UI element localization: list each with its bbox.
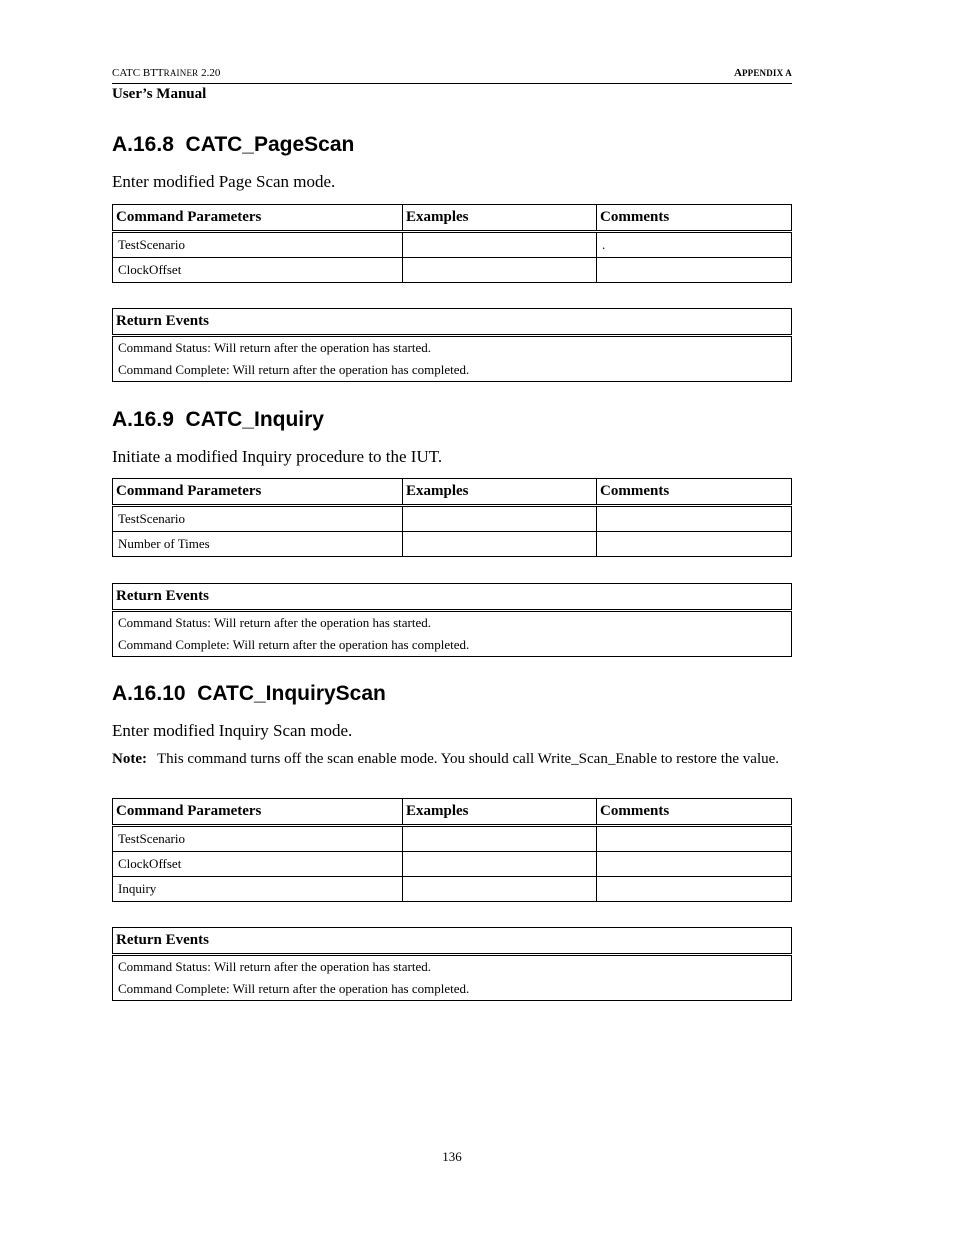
section-intro-inquiryscan: Enter modified Inquiry Scan mode. <box>112 721 353 740</box>
col-header-return-events: Return Events <box>113 309 792 336</box>
params-table-pagescan <box>112 204 792 283</box>
table-row <box>113 877 792 902</box>
note-label: Note: <box>112 751 147 767</box>
col-header-comments: Comments <box>597 799 792 826</box>
note-text: This command turns off the scan enable mode. You should call Write_Scan_Enable to restore the value. <box>157 751 780 767</box>
col-header-parameters: Command Parameters <box>113 799 403 826</box>
col-header-comments: Comments <box>597 479 792 506</box>
section-heading-inquiry: A.16.9 CATC_Inquiry <box>112 408 324 431</box>
table-row <box>113 336 792 360</box>
col-header-comments: Comments <box>597 205 792 232</box>
param-comment <box>597 826 792 852</box>
param-example <box>403 506 597 532</box>
col-header-return-events: Return Events <box>113 584 792 611</box>
params-table-inquiry <box>112 478 792 557</box>
param-example <box>403 532 597 557</box>
param-example <box>403 258 597 283</box>
table-row <box>113 359 792 382</box>
events-table-inquiryscan <box>112 927 792 1001</box>
param-name: ClockOffset <box>113 852 403 877</box>
table-header-row <box>113 928 792 955</box>
header-product-prefix: CATC BTT <box>112 67 164 79</box>
table-row <box>113 852 792 877</box>
param-name: TestScenario <box>113 506 403 532</box>
param-name: ClockOffset <box>113 258 403 283</box>
table-header-row <box>113 584 792 611</box>
header-appendix-initial: A <box>733 67 742 79</box>
params-table-inquiryscan <box>112 798 792 902</box>
section-intro-pagescan: Enter modified Page Scan mode. <box>112 172 336 191</box>
table-header-row <box>113 205 792 232</box>
param-name: TestScenario <box>113 826 403 852</box>
param-example <box>403 877 597 902</box>
events-table-pagescan <box>112 308 792 382</box>
table-row <box>113 532 792 557</box>
col-header-examples: Examples <box>403 799 597 826</box>
table-row <box>113 826 792 852</box>
header-product-version: 2.20 <box>198 67 221 79</box>
return-event: Command Complete: Will return after the operation has completed. <box>113 359 792 382</box>
param-name: Inquiry <box>113 877 403 902</box>
table-row <box>113 232 792 258</box>
table-row <box>113 258 792 283</box>
col-header-parameters: Command Parameters <box>113 479 403 506</box>
header-product-smallcaps: RAINER <box>163 68 199 78</box>
param-example <box>403 826 597 852</box>
table-row <box>113 506 792 532</box>
section-heading-inquiryscan: A.16.10 CATC_InquiryScan <box>112 682 386 705</box>
col-header-examples: Examples <box>403 479 597 506</box>
return-event: Command Status: Will return after the operation has started. <box>113 611 792 635</box>
return-event: Command Status: Will return after the operation has started. <box>113 955 792 979</box>
return-event: Command Complete: Will return after the operation has completed. <box>113 978 792 1001</box>
table-header-row <box>113 309 792 336</box>
table-header-row <box>113 479 792 506</box>
param-comment <box>597 877 792 902</box>
param-comment <box>597 258 792 283</box>
param-example <box>403 852 597 877</box>
events-table-inquiry <box>112 583 792 657</box>
param-comment <box>597 852 792 877</box>
page-number: 136 <box>442 1149 462 1164</box>
param-name: Number of Times <box>113 532 403 557</box>
table-row <box>113 611 792 635</box>
col-header-examples: Examples <box>403 205 597 232</box>
param-example <box>403 232 597 258</box>
table-row <box>113 978 792 1001</box>
running-header <box>112 66 792 84</box>
col-header-parameters: Command Parameters <box>113 205 403 232</box>
col-header-return-events: Return Events <box>113 928 792 955</box>
section-intro-inquiry: Initiate a modified Inquiry procedure to the IUT. <box>112 447 443 466</box>
header-appendix-rest: PPENDIX A <box>741 68 792 78</box>
table-row <box>113 955 792 979</box>
param-comment <box>597 506 792 532</box>
header-subtitle: User’s Manual <box>112 86 207 102</box>
header-appendix <box>734 67 792 79</box>
param-comment: . <box>597 232 792 258</box>
table-row <box>113 634 792 657</box>
header-product <box>112 67 220 79</box>
table-header-row <box>113 799 792 826</box>
param-name: TestScenario <box>113 232 403 258</box>
return-event: Command Status: Will return after the operation has started. <box>113 336 792 360</box>
return-event: Command Complete: Will return after the operation has completed. <box>113 634 792 657</box>
section-heading-pagescan: A.16.8 CATC_PageScan <box>112 133 355 156</box>
param-comment <box>597 532 792 557</box>
